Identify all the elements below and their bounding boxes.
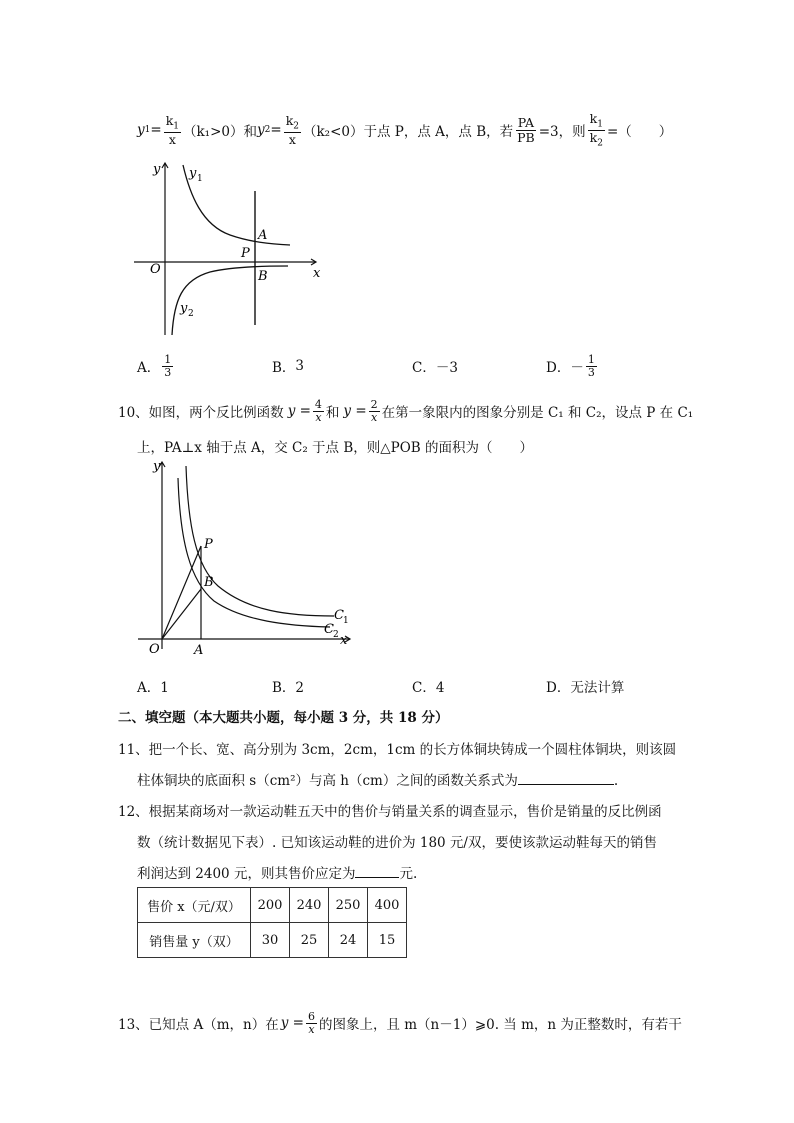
q10-option-c[interactable] — [412, 676, 444, 696]
q9-x2-den: x — [288, 131, 296, 147]
q12-table-header-volume: 销售量 y（双） — [138, 923, 251, 958]
section-heading-fill-in: 二、填空题（本大题共小题，每小题 3 分，共 18 分） — [118, 710, 449, 726]
q11-answer-blank[interactable] — [518, 772, 614, 785]
q11-line2-text: 柱体铜块的底面积 s（cm²）与高 h（cm）之间的函数关系式为 — [137, 773, 518, 789]
q10-option-b-letter: B． — [272, 680, 296, 696]
q10-option-a-text: 1 — [160, 680, 169, 696]
q9-ratio-num-sub: 1 — [597, 119, 603, 130]
q10-label-o: O — [149, 642, 160, 657]
q10-option-b[interactable] — [272, 676, 304, 696]
q13-frac-den: x — [308, 1022, 315, 1036]
q10-label-c2: C — [324, 622, 334, 637]
q12-table — [137, 887, 407, 958]
q9-option-c-text: －3 — [435, 360, 458, 376]
q12-table-header-price: 售价 x（元/双） — [138, 888, 251, 923]
q9-option-a-num: 1 — [164, 352, 172, 366]
q9-y1-symbol: y — [137, 122, 145, 138]
q10-label-y: y — [153, 459, 161, 474]
q10-frac2-den: x — [371, 410, 378, 424]
q10-option-b-text: 2 — [295, 680, 305, 696]
q9-k2-num: k — [285, 112, 294, 128]
q12-table-cell: 240 — [290, 888, 329, 923]
q11-line2 — [137, 769, 618, 789]
q10-frac1-den: x — [315, 410, 322, 424]
q12-table-cell: 15 — [368, 923, 407, 958]
q9-option-a-den: 3 — [164, 365, 172, 379]
q9-label-a: A — [258, 228, 268, 243]
q10-option-d[interactable] — [546, 676, 624, 696]
q10-y-b: y = — [343, 403, 367, 419]
q9-label-y2: y — [180, 301, 188, 316]
q10-option-c-text: 4 — [435, 680, 445, 696]
q10-label-a: A — [194, 643, 204, 658]
q9-ratio-den: k — [589, 129, 598, 145]
q9-option-a-letter: A． — [137, 360, 161, 376]
q13-part2: 的图象上，且 m（n－1）⩾0. 当 m，n 为正整数时，有若干 — [318, 1017, 682, 1033]
q10-label-c1: C — [334, 608, 344, 623]
q12-table-cell: 400 — [368, 888, 407, 923]
q13-frac-num: 6 — [307, 1009, 315, 1023]
q9-frac-k1-over-k2 — [588, 112, 605, 149]
q9-k1-num: k — [165, 112, 174, 128]
q9-frac-k1-over-x — [164, 114, 181, 146]
q11-line1: 11、把一个长、宽、高分别为 3cm，2cm，1cm 的长方体铜块铸成一个圆柱体铜块，则该圆 — [118, 742, 677, 758]
q9-option-b[interactable] — [272, 348, 304, 384]
q9-pb: PB — [517, 129, 535, 145]
q12-line3-text: 利润达到 2400 元，则其售价应定为 — [137, 866, 356, 882]
q12-table-cell: 200 — [251, 888, 290, 923]
q9-frac-pa-over-pb — [515, 116, 537, 143]
q9-ratio-num: k — [589, 110, 598, 126]
q10-line2: 上，PA⊥x 轴于点 A，交 C₂ 于点 B，则△POB 的面积为（ ） — [137, 440, 534, 456]
q10-option-c-letter: C． — [412, 680, 436, 696]
q9-label-y1-sub: 1 — [197, 174, 203, 184]
q10-line1-a: 10、如图，两个反比例函数 — [118, 405, 284, 421]
q9-option-d-frac — [586, 354, 597, 378]
q9-label-y: y — [153, 162, 161, 177]
q13-frac — [306, 1011, 317, 1035]
q9-eq1: = — [150, 122, 162, 138]
q9-label-y1: y — [189, 166, 197, 181]
q9-label-y2-sub: 2 — [188, 309, 194, 319]
q9-stem: y 1 = $\frac{k_1}{x}$ （k₁>0）和 y 2 = $\frac{k_2}{x}$ （k₂<0）于点 P，点 A，点 B，若 $\frac{PA}{PB}$ =3，则 $\frac{k_1}{k_2}$ =（ ） — [137, 110, 673, 148]
q10-frac1 — [313, 399, 324, 423]
q9-option-c[interactable] — [412, 348, 458, 384]
q12-table-cell: 250 — [329, 888, 368, 923]
q13-part1: 13、已知点 A（m，n）在 — [118, 1017, 279, 1033]
q9-ratio-den-sub: 2 — [597, 138, 603, 148]
q10-option-d-letter: D． — [546, 680, 571, 696]
q9-label-b: B — [258, 269, 268, 284]
q9-option-a[interactable] — [137, 348, 175, 384]
q12-table-row-price — [138, 888, 407, 923]
q9-option-c-letter: C． — [412, 360, 436, 376]
q10-line1 — [118, 394, 693, 428]
q10-y-a: y = — [287, 403, 311, 419]
q10-label-b: B — [204, 575, 214, 590]
q12-answer-blank[interactable] — [355, 865, 399, 878]
q12-table-cell: 25 — [290, 923, 329, 958]
q12-line3 — [137, 862, 417, 882]
q10-label-c2-sub: 2 — [333, 630, 339, 640]
q9-graph — [130, 155, 330, 340]
q9-curve-y2 — [172, 266, 288, 335]
q10-label-c1-sub: 1 — [343, 616, 349, 626]
q9-k2-sub: 2 — [293, 121, 299, 132]
q9-y2-symbol: y — [257, 122, 265, 138]
q9-cond2: （k₂<0）于点 P，点 A，点 B，若 — [303, 124, 514, 140]
q9-cond1: （k₁>0）和 — [183, 124, 257, 140]
q10-graph — [138, 456, 358, 661]
q9-pa: PA — [517, 115, 535, 131]
q12-table-row-volume — [138, 923, 407, 958]
q9-label-x: x — [313, 266, 321, 281]
q9-option-d-den: 3 — [587, 365, 595, 379]
q10-option-a-letter: A． — [137, 680, 161, 696]
q9-label-p: P — [241, 246, 250, 261]
q9-option-d-sign: － — [570, 360, 584, 376]
q12-table-cell: 30 — [251, 923, 290, 958]
q10-line-op — [162, 546, 201, 639]
q9-label-o: O — [150, 262, 161, 277]
q10-label-x: x — [340, 633, 348, 648]
q12-line3-end: 元. — [399, 866, 418, 882]
q10-label-p: P — [204, 537, 213, 552]
q10-line1-b: 在第一象限内的图象分别是 C₁ 和 C₂，设点 P 在 C₁ — [381, 405, 694, 421]
q9-option-d-num: 1 — [587, 352, 595, 366]
q9-option-d[interactable] — [546, 348, 599, 384]
q11-line2-end: . — [613, 773, 619, 789]
q10-frac1-num: 4 — [314, 397, 322, 411]
q13-line1 — [118, 1006, 682, 1040]
q10-line-ob — [162, 589, 201, 639]
q9-option-b-text: 3 — [295, 358, 305, 374]
q10-option-d-text: 无法计算 — [570, 680, 625, 696]
q10-option-a[interactable] — [137, 676, 169, 696]
q12-line2: 数（统计数据见下表）. 已知该运动鞋的进价为 180 元/双，要使该款运动鞋每天的销售 — [137, 835, 657, 851]
q9-frac-k2-over-x — [284, 114, 301, 146]
q9-option-a-frac — [162, 354, 173, 378]
q9-option-d-letter: D． — [546, 360, 571, 376]
q9-k1-sub: 1 — [173, 121, 179, 132]
q13-y-eq: y = — [280, 1015, 304, 1031]
q10-frac2 — [369, 399, 380, 423]
q12-table-cell: 24 — [329, 923, 368, 958]
q10-frac2-num: 2 — [370, 397, 378, 411]
q9-end: =（ ） — [606, 124, 673, 140]
q9-eq2: = — [270, 122, 282, 138]
q10-and: 和 — [325, 405, 340, 421]
q9-x1-den: x — [168, 131, 176, 147]
q9-eq3: =3，则 — [538, 124, 586, 140]
q9-option-b-letter: B． — [272, 360, 296, 376]
q12-line1: 12、根据某商场对一款运动鞋五天中的售价与销量关系的调查显示，售价是销量的反比例函 — [118, 804, 662, 820]
